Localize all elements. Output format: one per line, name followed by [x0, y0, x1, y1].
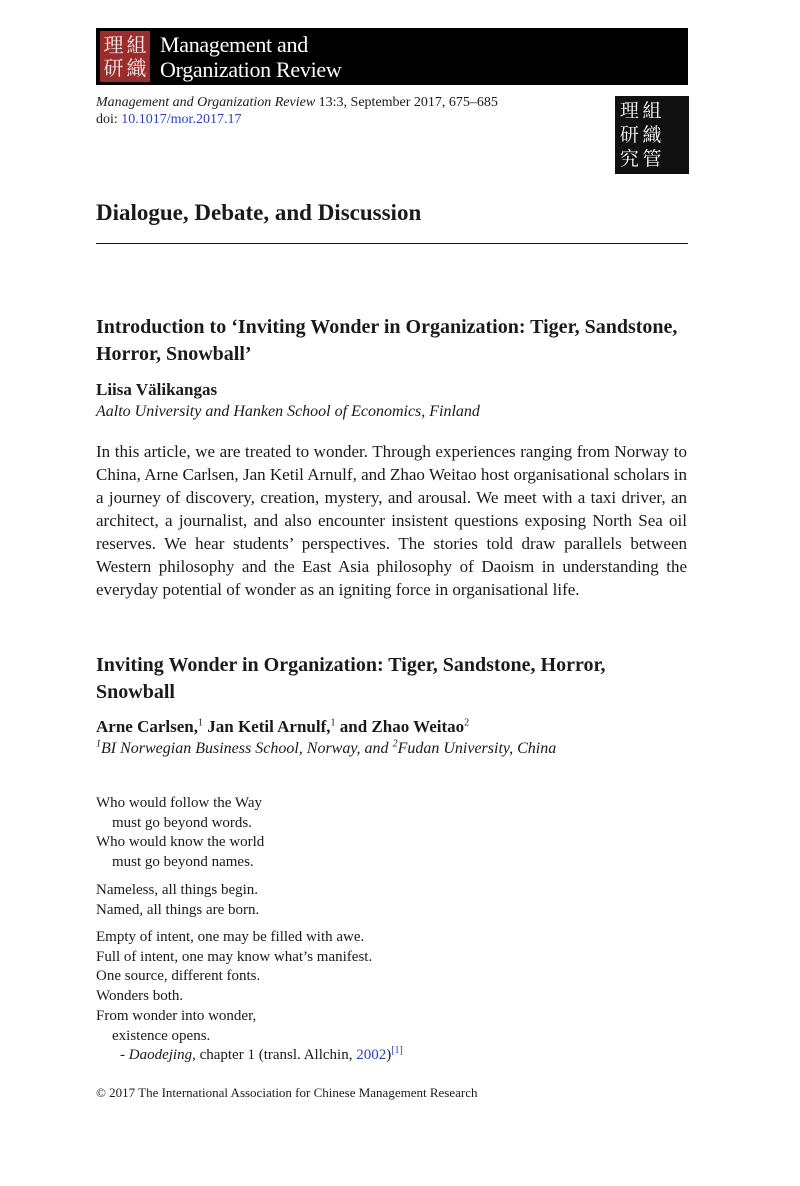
poem-line: existence opens.: [112, 1027, 211, 1044]
poem-attribution: [96, 1046, 403, 1066]
section-heading: Dialogue, Debate, and Discussion: [96, 200, 422, 225]
intro-author: Liisa Välikangas: [96, 380, 218, 399]
seal-char: 織: [126, 56, 147, 81]
attribution-prefix: -: [120, 1047, 129, 1064]
affil-text: Fudan University, China: [397, 740, 557, 757]
author-affil-sup: 1: [197, 717, 203, 729]
poem-line: Who would know the world: [96, 834, 265, 851]
banner-title-line2: Organization Review: [160, 57, 342, 82]
logo-char: 究: [619, 148, 639, 170]
section-divider: [96, 243, 688, 244]
banner-title-line1: Management and: [160, 32, 308, 57]
article-authors: [96, 716, 469, 738]
citation-line: [96, 94, 498, 111]
poem-line: Who would follow the Way: [96, 795, 262, 811]
poem-line: Empty of intent, one may be filled with awe.: [96, 929, 365, 945]
author-name: Jan Ketil Arnulf,: [207, 717, 331, 736]
attribution-text: , chapter 1 (transl. Allchin,: [192, 1047, 357, 1064]
article-affiliations: [96, 739, 556, 759]
author-name: Arne Carlsen,: [96, 717, 198, 736]
copyright-footer: © 2017 The International Association for Chinese Management Research: [96, 1085, 478, 1100]
logo-char: 織: [642, 124, 662, 146]
poem-line: Named, all things are born.: [96, 901, 260, 918]
article-title: Inviting Wonder in Organization: Tiger, Sandstone, Horror, Snowball: [96, 654, 606, 703]
logo-char: 組: [642, 100, 662, 122]
citation-year-link[interactable]: 2002: [356, 1047, 387, 1064]
intro-affiliation: Aalto University and Hanken School of Economics, Finland: [96, 403, 480, 420]
seal-char: 研: [103, 56, 124, 81]
journal-banner-title: [160, 32, 341, 82]
poem-stanza-3: [96, 928, 403, 1066]
affil-sup: 1: [96, 738, 101, 750]
logo-char: 管: [642, 148, 662, 170]
seal-char: 組: [126, 32, 147, 57]
poem-line: Nameless, all things begin.: [96, 882, 259, 898]
poem-line: Wonders both.: [96, 988, 184, 1005]
poem-line: From wonder into wonder,: [96, 1007, 257, 1024]
intro-title: Introduction to ‘Inviting Wonder in Organization: Tiger, Sandstone, Horror, Snowball’: [96, 316, 678, 365]
poem-line: must go beyond words.: [112, 814, 252, 831]
doi-label: doi:: [96, 112, 118, 127]
logo-char: [663, 123, 686, 147]
doi-link[interactable]: 10.1017/mor.2017.17: [121, 112, 242, 127]
author-affil-sup: 1: [330, 717, 336, 729]
affil-sup: 2: [392, 738, 398, 750]
intro-abstract: In this article, we are treated to wonder. Through experiences ranging from Norway to China, Arne Carlsen, Jan Ketil Arnulf, and Zhao Weitao host organisational scholars in a journey of discovery, creation, mystery, and arousal. We meet with a taxi driver, an architect, a journalist, and also encounter insistent questions exposing North Sea oil reserves. We hear students’ perspectives. The stories told draw parallels between Western philosophy and the East Asia philosophy of Daoism in understanding the everyday potential of wonder as an igniting force in organisational life.: [96, 442, 687, 599]
journal-seal-logo: [100, 31, 150, 82]
logo-char: [663, 147, 686, 171]
footnote-ref-link[interactable]: [1]: [391, 1045, 403, 1057]
poem-stanza-2: [96, 881, 259, 920]
volume-info: 13:3, September 2017, 675–685: [318, 95, 498, 110]
citation-block: [96, 94, 498, 128]
logo-char: [663, 99, 686, 123]
poem-line: must go beyond names.: [112, 854, 254, 871]
attribution-title: Daodejing: [128, 1047, 193, 1064]
seal-char: 理: [103, 32, 124, 57]
logo-char: 研: [619, 124, 639, 146]
logo-char: 理: [619, 100, 639, 122]
attribution-close: ): [386, 1047, 392, 1064]
author-name: and Zhao Weitao: [339, 717, 465, 736]
author-affil-sup: 2: [464, 717, 470, 729]
doi-line: [96, 111, 498, 128]
poem-line: One source, different fonts.: [96, 968, 261, 985]
affil-text: BI Norwegian Business School, Norway, and: [101, 740, 389, 757]
journal-name: Management and Organization Review: [96, 95, 316, 110]
iacmr-logo: [615, 96, 689, 174]
poem-stanza-1: [96, 794, 264, 873]
poem-line: Full of intent, one may know what’s manifest.: [96, 948, 373, 965]
